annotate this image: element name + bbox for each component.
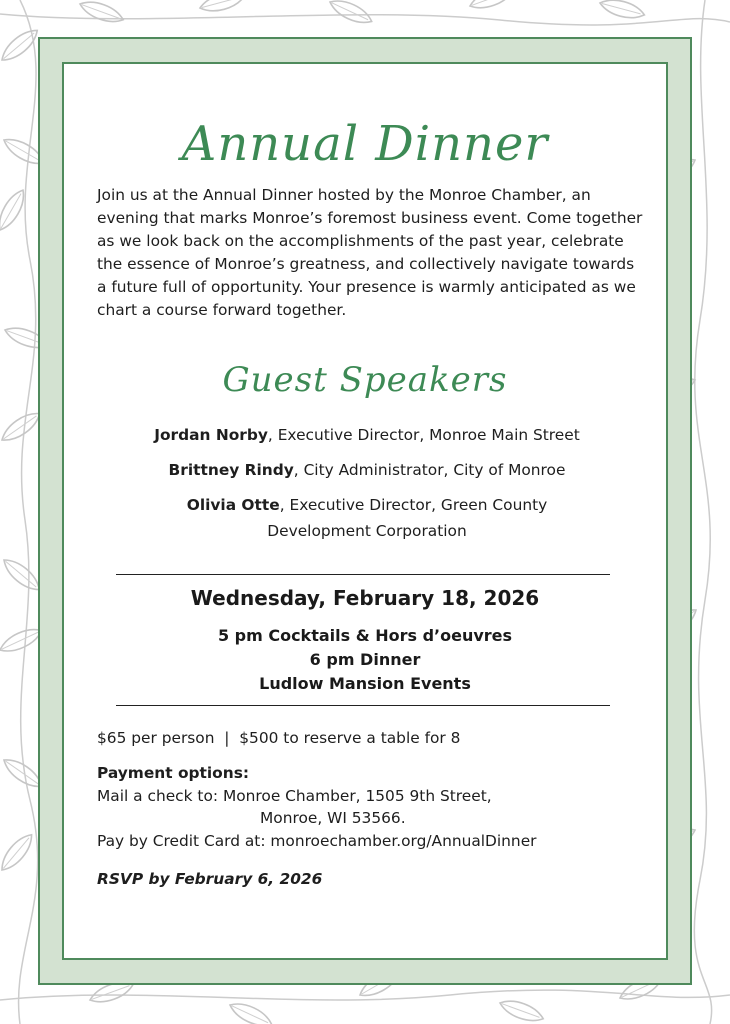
speaker-role: , Executive Director, Green County Development Corporation — [267, 496, 548, 540]
payment-card-line: Pay by Credit Card at: monroechamber.org/AnnualDinner — [97, 831, 537, 850]
speaker-item — [84, 422, 650, 448]
event-title: Annual Dinner — [181, 116, 549, 172]
speakers-heading: Guest Speakers — [222, 360, 508, 400]
payment-mail-line: Mail a check to: Monroe Chamber, 1505 9th Street, — [97, 786, 492, 805]
speaker-name: Olivia Otte — [186, 496, 280, 514]
speaker-name: Brittney Rindy — [168, 461, 294, 479]
schedule-dinner: 6 pm Dinner — [309, 650, 421, 669]
payment-heading: Payment options: — [97, 764, 250, 782]
speaker-item — [84, 492, 650, 544]
payment-mail-address: Monroe, WI 53566. — [260, 809, 406, 827]
event-date: Wednesday, February 18, 2026 — [190, 586, 540, 610]
speaker-item — [84, 457, 650, 483]
invitation-card — [62, 62, 668, 960]
intro-paragraph: Join us at the Annual Dinner hosted by the Monroe Chamber, an evening that marks Monroe’s foremost business event. Come together as we look back on the accomplishments of the past year, celebrate the essence of Monroe’s greatness, and collectively navigate towards a future full of opportunity. Your presence is warmly anticipated as we chart a course forward together. — [97, 186, 643, 319]
speaker-name: Jordan Norby — [154, 426, 268, 444]
payment-options — [97, 762, 657, 852]
schedule-venue: Ludlow Mansion Events — [259, 674, 471, 693]
speaker-role: , Executive Director, Monroe Main Street — [267, 426, 580, 444]
rsvp-deadline: RSVP by February 6, 2026 — [97, 870, 323, 888]
schedule-cocktails: 5 pm Cocktails & Hors d’oeuvres — [217, 626, 513, 645]
divider-top — [116, 574, 610, 575]
speaker-role: , City Administrator, City of Monroe — [293, 461, 566, 479]
divider-bottom — [116, 705, 610, 706]
event-schedule — [64, 624, 666, 696]
pricing-line: $65 per person | $500 to reserve a table for 8 — [97, 729, 461, 747]
speaker-list — [84, 422, 650, 553]
